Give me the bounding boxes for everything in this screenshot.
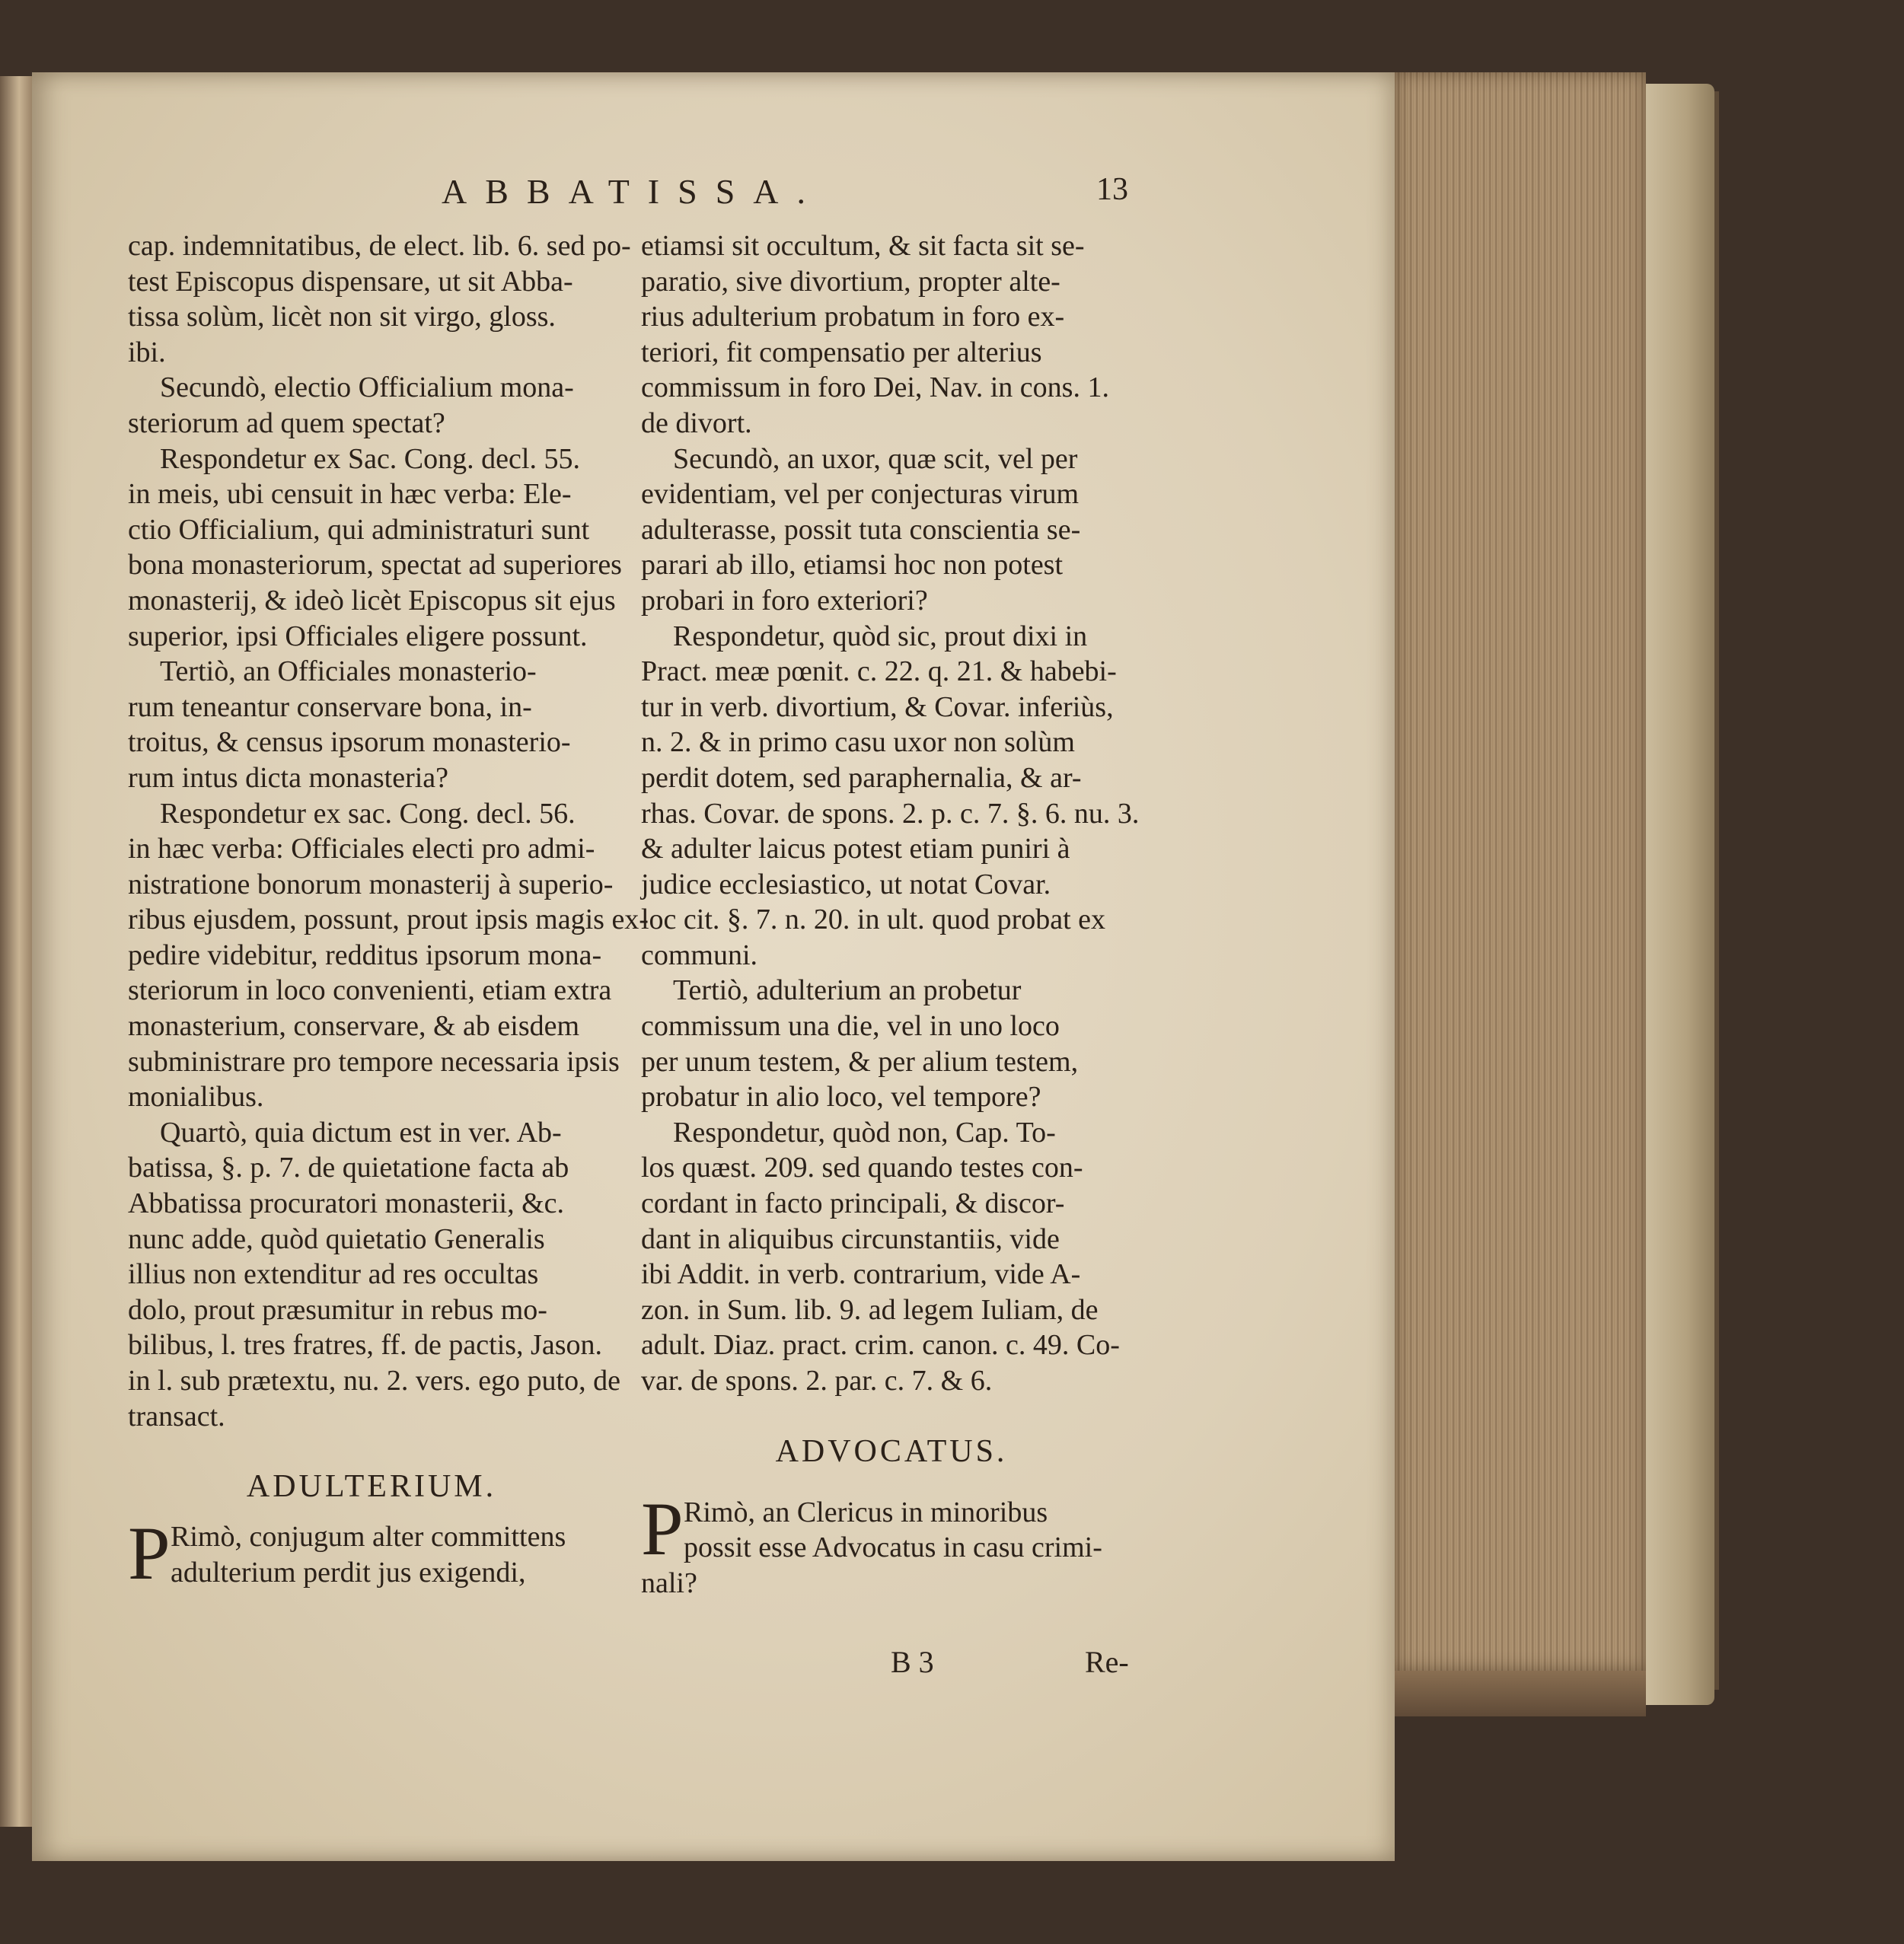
dropcap-paragraph	[641, 1486, 1142, 1571]
text-line: dolo, prout præsumitur in rebus mo-	[128, 1293, 547, 1326]
catchword: Re-	[1085, 1645, 1129, 1679]
text-line: nali?	[641, 1566, 697, 1599]
page-block-bottom-edge	[1395, 1671, 1646, 1716]
text-line: Respondetur, quòd sic, prout dixi in	[673, 620, 1088, 652]
text-line: per unum testem, & per alium testem,	[641, 1045, 1079, 1078]
text-line: Pract. meæ pœnit. c. 22. q. 21. & habebi-	[641, 655, 1117, 688]
text-line: monasterij, & ideò licèt Episcopus sit ejus	[128, 584, 616, 617]
signature-mark: B 3	[891, 1645, 934, 1679]
text-line: paratio, sive divortium, propter alte-	[641, 265, 1060, 298]
text-line: Tertiò, adulterium an probetur	[673, 974, 1022, 1007]
text-line: commissum in foro Dei, Nav. in cons. 1.	[641, 371, 1109, 404]
right-column	[641, 228, 1142, 1601]
text-line: commissum una die, vel in uno loco	[641, 1010, 1060, 1043]
text-line: rhas. Covar. de spons. 2. p. c. 7. §. 6. nu. 3.	[641, 797, 1140, 830]
dropcap-paragraph	[128, 1511, 615, 1596]
text-line: Quartò, quia dictum est in ver. Ab-	[160, 1116, 562, 1149]
text-line: tur in verb. divortium, & Covar. inferiùs,	[641, 690, 1114, 723]
text-line: nistratione bonorum monasterij à superio-	[128, 868, 614, 900]
text-line: adulterium perdit jus exigendi,	[171, 1556, 526, 1589]
drop-cap: P	[641, 1486, 684, 1571]
text-line: subministrare pro tempore necessaria ipsis	[128, 1045, 620, 1078]
text-line: & adulter laicus potest etiam puniri à	[641, 833, 1070, 865]
text-line: cordant in facto principali, & discor-	[641, 1187, 1065, 1220]
text-line: judice ecclesiastico, ut notat Covar.	[641, 868, 1051, 900]
text-line: probatur in alio loco, vel tempore?	[641, 1081, 1041, 1114]
text-line: probari in foro exteriori?	[641, 584, 928, 617]
page-block-fore-edge	[1395, 72, 1646, 1671]
text-line: in meis, ubi censuit in hæc verba: Ele-	[128, 478, 572, 511]
text-line: transact.	[128, 1400, 225, 1433]
text-line: dant in aliquibus circunstantiis, vide	[641, 1222, 1060, 1255]
text-line: tissa solùm, licèt non sit virgo, gloss.	[128, 301, 556, 333]
text-line: Secundò, an uxor, quæ scit, vel per	[673, 442, 1078, 475]
text-line: bilibus, l. tres fratres, ff. de pactis, Jason.	[128, 1329, 602, 1362]
drop-cap: P	[128, 1511, 171, 1596]
text-line: Respondetur, quòd non, Cap. To-	[673, 1116, 1056, 1149]
text-line: los quæst. 209. sed quando testes con-	[641, 1152, 1083, 1184]
text-line: nunc adde, quòd quietatio Generalis	[128, 1222, 545, 1255]
text-line: Secundò, electio Officialium mona-	[160, 371, 574, 404]
text-line: parari ab illo, etiamsi hoc non potest	[641, 549, 1064, 582]
text-line: steriorum in loco convenienti, etiam extra	[128, 974, 612, 1007]
text-line: monialibus.	[128, 1081, 264, 1114]
text-line: monasterium, conservare, & ab eisdem	[128, 1010, 580, 1043]
text-line: loc cit. §. 7. n. 20. in ult. quod probat ex	[641, 903, 1106, 936]
page-number: 13	[1096, 172, 1128, 207]
text-line: adulterasse, possit tuta conscientia se-	[641, 513, 1081, 546]
text-line: Rimò, an Clericus in minoribus	[684, 1496, 1048, 1528]
text-line: de divort.	[641, 406, 752, 439]
text-line: teriori, fit compensatio per alterius	[641, 336, 1042, 368]
text-line: evidentiam, vel per conjecturas virum	[641, 478, 1080, 511]
vellum-cover	[1646, 84, 1714, 1705]
section-heading-advocatus: ADVOCATUS.	[775, 1433, 1008, 1469]
text-line: rius adulterium probatum in foro ex-	[641, 301, 1065, 333]
text-line: adult. Diaz. pract. crim. canon. c. 49. Co-	[641, 1329, 1120, 1362]
text-line: ribus ejusdem, possunt, prout ipsis magis ex-	[128, 903, 649, 936]
text-line: possit esse Advocatus in casu crimi-	[684, 1531, 1102, 1564]
text-line: Respondetur ex sac. Cong. decl. 56.	[160, 797, 576, 830]
text-line: perdit dotem, sed paraphernalia, & ar-	[641, 761, 1082, 794]
text-line: ctio Officialium, qui administraturi sunt	[128, 513, 590, 546]
text-line: bona monasteriorum, spectat ad superiores	[128, 549, 622, 582]
text-line: batissa, §. p. 7. de quietatione facta ab	[128, 1152, 569, 1184]
text-line: Rimò, conjugum alter committens	[171, 1521, 566, 1554]
text-line: Respondetur ex Sac. Cong. decl. 55.	[160, 442, 580, 475]
text-line: rum intus dicta monasteria?	[128, 761, 449, 794]
text-line: test Episcopus dispensare, ut sit Abba-	[128, 265, 573, 298]
cover-edge	[1714, 91, 1719, 1690]
text-line: pedire videbitur, redditus ipsorum mona-	[128, 939, 602, 971]
text-line: zon. in Sum. lib. 9. ad legem Iuliam, de	[641, 1293, 1099, 1326]
running-head: ABBATISSA.	[442, 172, 824, 211]
previous-page-edge	[0, 76, 32, 1827]
text-line: etiamsi sit occultum, & sit facta sit se-	[641, 230, 1085, 262]
left-column	[128, 228, 649, 1596]
text-line: rum teneantur conservare bona, in-	[128, 690, 532, 723]
text-line: in l. sub prætextu, nu. 2. vers. ego puto, de	[128, 1365, 620, 1397]
text-line: var. de spons. 2. par. c. 7. & 6.	[641, 1365, 993, 1397]
text-line: Abbatissa procuratori monasterii, &c.	[128, 1187, 565, 1220]
text-line: steriorum ad quem spectat?	[128, 406, 445, 439]
text-line: n. 2. & in primo casu uxor non solùm	[641, 726, 1075, 759]
text-line: communi.	[641, 939, 758, 971]
text-line: superior, ipsi Officiales eligere possunt.	[128, 620, 588, 652]
text-line: ibi.	[128, 336, 166, 368]
section-heading-adulterium: ADULTERIUM.	[246, 1469, 497, 1505]
text-line: in hæc verba: Officiales electi pro admi-	[128, 833, 595, 865]
text-line: illius non extenditur ad res occultas	[128, 1258, 539, 1291]
text-line: ibi Addit. in verb. contrarium, vide A-	[641, 1258, 1081, 1291]
text-line: Tertiò, an Officiales monasterio-	[160, 655, 537, 688]
text-line: cap. indemnitatibus, de elect. lib. 6. sed po-	[128, 230, 631, 262]
text-line: troitus, & census ipsorum monasterio-	[128, 726, 571, 759]
